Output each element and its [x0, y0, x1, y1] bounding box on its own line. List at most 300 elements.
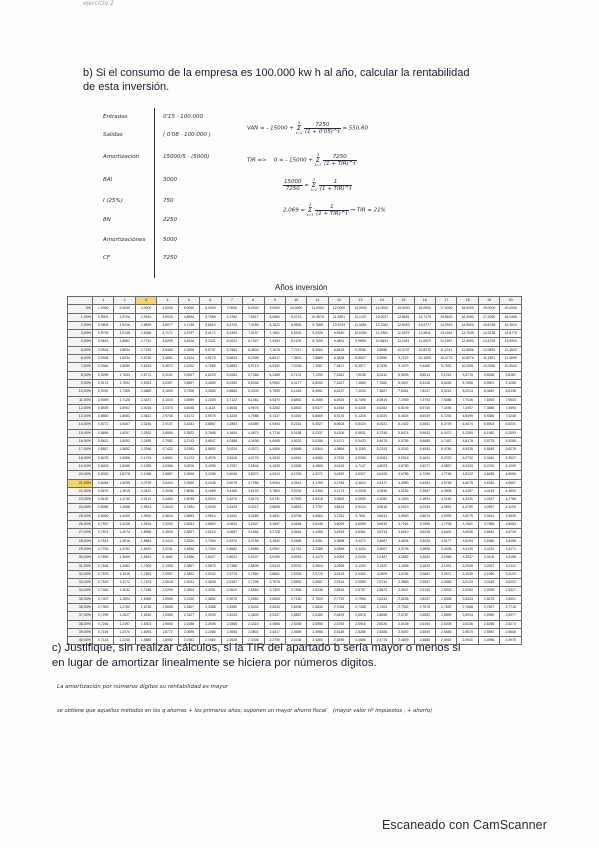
table-cell: 3,7757 — [307, 504, 328, 512]
table-cell: 3,0133 — [328, 570, 349, 578]
table-cell: 3,0997 — [264, 545, 285, 553]
table-cell: 3,6959 — [178, 396, 199, 404]
table-cell: 0,7246 — [93, 620, 114, 628]
table-cell: 6,6282 — [371, 404, 392, 412]
table-cell: 2,7594 — [200, 537, 221, 545]
table-cell: 1,5656 — [114, 454, 135, 462]
table-cell: 1,9813 — [135, 504, 156, 512]
table-cell: 10,3676 — [307, 313, 328, 321]
table-cell: 0,9434 — [93, 355, 114, 363]
table-cell: 3,4272 — [350, 537, 371, 545]
table-cell: 4,5638 — [221, 404, 242, 412]
table-cell: 4,6560 — [307, 454, 328, 462]
table-cell: 4,1604 — [221, 429, 242, 437]
table-cell: 11,2551 — [328, 313, 349, 321]
table-row — [68, 379, 522, 387]
table-cell: 0,7353 — [93, 603, 114, 611]
table-cell: 2,5320 — [178, 537, 199, 545]
rate-cell: 10,00% — [68, 388, 93, 396]
table-cell: 2,9140 — [414, 587, 435, 595]
table-cell: 2,4689 — [285, 628, 306, 636]
table-cell: 5,3423 — [350, 438, 371, 446]
table-cell: 11,6896 — [457, 346, 478, 354]
table-row — [68, 545, 522, 553]
table-cell: 2,1399 — [135, 462, 156, 470]
table-cell: 1,2245 — [114, 637, 135, 645]
table-cell: 3,9539 — [500, 512, 522, 520]
table-cell: 3,6819 — [285, 504, 306, 512]
table-cell: 0,8696 — [93, 429, 114, 437]
table-cell: 12,5611 — [414, 330, 435, 338]
table-cell: 0,8475 — [93, 454, 114, 462]
numerator: 1 — [315, 204, 348, 211]
table-cell: 3,4098 — [200, 462, 221, 470]
table-cell: 10,1059 — [414, 355, 435, 363]
table-cell: 3,6046 — [221, 471, 242, 479]
table-cell: 12,4622 — [500, 346, 522, 354]
table-cell: 1,3461 — [114, 562, 135, 570]
table-cell: 3,9020 — [157, 313, 178, 321]
table-cell: 14,7179 — [414, 313, 435, 321]
table-cell: 2,6409 — [328, 612, 349, 620]
table-cell: 4,2627 — [478, 496, 499, 504]
table-cell: 2,8987 — [307, 579, 328, 587]
table-cell: 3,1272 — [178, 454, 199, 462]
table-cell: 9,3851 — [328, 338, 349, 346]
table-cell: 2,3801 — [243, 628, 264, 636]
table-cell: 2,7982 — [157, 438, 178, 446]
table-cell: 6,7327 — [243, 338, 264, 346]
table-cell: 7,7862 — [371, 379, 392, 387]
annuity-table — [67, 296, 522, 645]
year-header: 18 — [457, 297, 478, 305]
sum-symbol: Σ — [307, 206, 313, 214]
table-cell: 8,2014 — [457, 388, 478, 396]
table-cell: 4,2786 — [500, 496, 522, 504]
table-cell: 5,2161 — [285, 421, 306, 429]
table-cell: 2,4828 — [200, 579, 221, 587]
table-cell: 19,0000 — [478, 305, 499, 313]
table-cell: 10,6350 — [350, 330, 371, 338]
table-cell: 7,7217 — [285, 346, 306, 354]
table-cell: 2,8144 — [371, 595, 392, 603]
table-cell: 3,0833 — [221, 521, 242, 529]
table-cell: 4,3295 — [178, 346, 199, 354]
rate-cell: 37,00% — [68, 612, 93, 620]
row-label: Salidas — [103, 132, 123, 138]
table-cell: 5,0188 — [285, 429, 306, 437]
table-cell: 4,4392 — [328, 471, 349, 479]
table-cell: 3,4210 — [478, 545, 499, 553]
table-cell: 2,4356 — [178, 554, 199, 562]
table-cell: 2,4970 — [500, 637, 522, 645]
table-cell: 7,7016 — [457, 396, 478, 404]
table-cell: 1,5852 — [114, 446, 135, 454]
rate-cell: 0% — [68, 305, 93, 313]
table-row — [68, 479, 522, 487]
table-cell: 3,4976 — [200, 454, 221, 462]
van-equation — [247, 121, 368, 135]
table-cell: 2,6236 — [457, 620, 478, 628]
table-cell: 3,6400 — [436, 529, 457, 537]
table-cell: 1,7909 — [135, 562, 156, 570]
table-cell: 0,7194 — [93, 628, 114, 636]
table-cell: 7,4353 — [264, 338, 285, 346]
table-cell: 9,9856 — [350, 338, 371, 346]
table-cell: 2,9559 — [350, 579, 371, 587]
table-cell: 3,2008 — [457, 562, 478, 570]
table-cell: 0,8130 — [93, 496, 114, 504]
table-cell: 5,6502 — [285, 404, 306, 412]
table-cell: 6,1218 — [350, 413, 371, 421]
table-cell: 8,5436 — [436, 379, 457, 387]
numerator: 15000 — [284, 178, 302, 185]
table-cell: 3,8077 — [157, 321, 178, 329]
table-cell: 4,3553 — [200, 388, 221, 396]
table-cell: 4,9377 — [414, 462, 435, 470]
table-cell: 14,9920 — [457, 321, 478, 329]
table-cell: 2,4136 — [285, 637, 306, 645]
table-cell: 1,7663 — [135, 570, 156, 578]
table-cell: 4,7746 — [436, 471, 457, 479]
table-cell: 2,0000 — [114, 305, 135, 313]
table-cell: 0,7692 — [93, 554, 114, 562]
table-cell: 2,6730 — [135, 355, 156, 363]
table-cell: 7,3255 — [243, 321, 264, 329]
table-cell: 1,9704 — [114, 313, 135, 321]
year-header: 19 — [478, 297, 499, 305]
table-cell: 1,3032 — [114, 587, 135, 595]
row-label: BN — [103, 217, 111, 223]
table-cell: 2,0114 — [135, 496, 156, 504]
table-cell: 3,2859 — [328, 545, 349, 553]
table-cell: 5,6014 — [200, 321, 221, 329]
table-cell: 5,7864 — [221, 346, 242, 354]
table-cell: 4,0013 — [393, 504, 414, 512]
table-cell: 2,4869 — [135, 388, 156, 396]
table-cell: 2,9514 — [200, 512, 221, 520]
table-cell: 7,8393 — [478, 396, 499, 404]
table-row — [68, 321, 522, 329]
table-cell: 2,8539 — [243, 562, 264, 570]
table-cell: 2,4043 — [221, 612, 242, 620]
table-cell: 0,8850 — [93, 413, 114, 421]
table-cell: 7,9427 — [328, 363, 349, 371]
table-cell: 2,9776 — [307, 570, 328, 578]
table-cell: 5,0700 — [478, 462, 499, 470]
table-cell: 2,0957 — [157, 570, 178, 578]
table-cell: 0,9346 — [93, 363, 114, 371]
rate-cell: 30,00% — [68, 554, 93, 562]
table-cell: 3,4587 — [371, 537, 392, 545]
table-cell: 8,3064 — [307, 346, 328, 354]
table-cell: 6,8137 — [328, 388, 349, 396]
year-header: 9 — [264, 297, 285, 305]
rate-cell: 5,00% — [68, 346, 93, 354]
table-cell: 3,8083 — [500, 521, 522, 529]
table-cell: 3,0000 — [135, 305, 156, 313]
table-cell: 2,4830 — [178, 545, 199, 553]
table-cell: 3,9852 — [328, 496, 349, 504]
table-cell: 3,6059 — [328, 521, 349, 529]
table-cell: 2,6026 — [371, 620, 392, 628]
table-cell: 2,5771 — [135, 371, 156, 379]
table-cell: 2,5342 — [200, 570, 221, 578]
table-cell: 2,4849 — [243, 612, 264, 620]
table-cell: 7,1034 — [350, 388, 371, 396]
table-cell: 0,8000 — [93, 512, 114, 520]
table-cell: 2,2096 — [135, 446, 156, 454]
table-cell: 2,7403 — [371, 603, 392, 611]
table-cell: 4,1530 — [393, 496, 414, 504]
table-cell: 9,4466 — [414, 363, 435, 371]
table-cell: 11,4699 — [500, 355, 522, 363]
table-cell: 11,2741 — [436, 346, 457, 354]
table-cell: 8,0000 — [243, 305, 264, 313]
table-cell: 12,0000 — [328, 305, 349, 313]
table-cell: 4,7932 — [328, 454, 349, 462]
table-row — [68, 355, 522, 363]
rate-cell: 2,00% — [68, 321, 93, 329]
table-cell: 8,5595 — [393, 371, 414, 379]
table-cell: 3,2728 — [264, 529, 285, 537]
table-cell: 3,1129 — [500, 570, 522, 578]
table-cell: 3,9927 — [178, 371, 199, 379]
rate-cell: 27,00% — [68, 529, 93, 537]
table-cell: 4,4415 — [478, 487, 499, 495]
table-cell: 2,9906 — [178, 471, 199, 479]
rate-cell: 23,00% — [68, 496, 93, 504]
table-cell: 0,7143 — [93, 637, 114, 645]
table-cell: 3,7251 — [328, 512, 349, 520]
table-cell: 3,4631 — [264, 512, 285, 520]
table-cell: 3,9018 — [307, 496, 328, 504]
table-cell: 2,6834 — [307, 603, 328, 611]
table-cell: 2,7519 — [307, 595, 328, 603]
table-cell: 6,6231 — [500, 421, 522, 429]
table-cell: 2,5606 — [500, 628, 522, 636]
table-cell: 5,3527 — [500, 454, 522, 462]
table-cell: 3,9232 — [285, 487, 306, 495]
table-cell: 2,7000 — [200, 545, 221, 553]
table-cell: 3,1842 — [264, 537, 285, 545]
table-cell: 6,4624 — [393, 413, 414, 421]
table-cell: 3,3270 — [221, 496, 242, 504]
table-cell: 2,2459 — [135, 438, 156, 446]
table-cell: 1,7591 — [114, 379, 135, 387]
table-cell: 2,9304 — [285, 570, 306, 578]
table-cell: 1,8684 — [135, 537, 156, 545]
rate-cell: 4,00% — [68, 338, 93, 346]
table-cell: 9,7868 — [307, 321, 328, 329]
table-cell: 12,6593 — [457, 338, 478, 346]
year-header: 5 — [178, 297, 199, 305]
table-cell: 2,0618 — [157, 579, 178, 587]
table-cell: 3,5435 — [307, 521, 328, 529]
table-cell: 5,6869 — [307, 413, 328, 421]
table-cell: 6,4924 — [328, 396, 349, 404]
rate-cell: 8,00% — [68, 371, 93, 379]
table-cell: 4,9884 — [328, 446, 349, 454]
sum-top: 3 — [297, 121, 301, 125]
table-cell: 10,8378 — [414, 346, 435, 354]
divider-line — [154, 108, 155, 278]
table-cell: 2,8682 — [221, 545, 242, 553]
table-cell: 5,5370 — [264, 396, 285, 404]
rate-cell: 33,00% — [68, 579, 93, 587]
table-cell: 2,7718 — [500, 603, 522, 611]
table-cell: 5,0330 — [221, 379, 242, 387]
table-cell: 2,6775 — [221, 570, 242, 578]
year-header: 6 — [200, 297, 221, 305]
table-cell: 2,1807 — [178, 603, 199, 611]
table-cell: 6,9819 — [371, 396, 392, 404]
year-header: 15 — [393, 297, 414, 305]
table-cell: 7,8869 — [307, 355, 328, 363]
table-cell: 0,8264 — [93, 479, 114, 487]
tir-equation — [247, 153, 357, 167]
table-cell: 4,1002 — [178, 363, 199, 371]
table-cell: 5,2223 — [436, 454, 457, 462]
table-row — [68, 487, 522, 495]
factor-fraction — [315, 204, 348, 217]
table-cell: 6,0000 — [200, 305, 221, 313]
row-value: ( 0'08 · 100.000 ) — [163, 132, 211, 138]
table-cell: 5,2293 — [371, 446, 392, 454]
table-cell: 2,2628 — [221, 637, 242, 645]
table-cell: 3,3255 — [200, 471, 221, 479]
table-cell: 3,2067 — [478, 562, 499, 570]
table-row — [68, 529, 522, 537]
table-cell: 5,0757 — [200, 346, 221, 354]
table-cell: 6,7499 — [350, 396, 371, 404]
table-body — [68, 305, 522, 645]
sum-bottom: t=1 — [310, 188, 318, 192]
table-cell: 16,3983 — [457, 313, 478, 321]
table-cell: 2,5592 — [478, 628, 499, 636]
table-cell: 5,6685 — [414, 438, 435, 446]
table-cell: 9,1079 — [393, 363, 414, 371]
table-cell: 3,0087 — [221, 529, 242, 537]
table-cell: 3,3105 — [478, 554, 499, 562]
table-cell: 3,8593 — [393, 512, 414, 520]
table-cell: 2,8757 — [350, 587, 371, 595]
table-cell: 6,5504 — [478, 421, 499, 429]
table-cell: 6,2593 — [500, 429, 522, 437]
table-cell: 8,8514 — [414, 371, 435, 379]
table-cell: 0,8333 — [93, 471, 114, 479]
table-cell: 20,0000 — [500, 305, 522, 313]
table-cell: 9,6036 — [478, 371, 499, 379]
table-cell: 1,8492 — [157, 637, 178, 645]
table-cell: 4,2431 — [457, 496, 478, 504]
table-cell: 3,9124 — [350, 504, 371, 512]
table-cell: 4,4890 — [393, 479, 414, 487]
table-cell: 3,1781 — [285, 545, 306, 553]
table-cell: 3,5733 — [371, 529, 392, 537]
table-cell: 12,0853 — [478, 346, 499, 354]
table-cell: 6,7291 — [436, 413, 457, 421]
table-cell: 8,1622 — [264, 321, 285, 329]
rate-cell: 40,00% — [68, 637, 93, 645]
table-cell: 0,9091 — [93, 388, 114, 396]
table-cell: 2,1427 — [178, 612, 199, 620]
table-cell: 3,9054 — [264, 479, 285, 487]
table-cell: 3,2487 — [371, 554, 392, 562]
table-cell: 11,0000 — [307, 305, 328, 313]
table-cell: 1,4568 — [114, 504, 135, 512]
table-cell: 4,8023 — [371, 462, 392, 470]
table-cell: 13,8651 — [393, 313, 414, 321]
table-cell: 9,3719 — [457, 371, 478, 379]
table-cell: 2,8501 — [500, 595, 522, 603]
table-cell: 2,6206 — [436, 620, 457, 628]
table-cell: 2,1058 — [178, 620, 199, 628]
table-row — [68, 496, 522, 504]
table-cell: 1,6257 — [114, 429, 135, 437]
table-cell: 10,3356 — [478, 363, 499, 371]
table-cell: 2,5982 — [243, 595, 264, 603]
table-cell: 2,4483 — [157, 496, 178, 504]
table-cell: 1,9658 — [157, 603, 178, 611]
question-c — [52, 641, 552, 671]
table-cell: 2,9744 — [371, 579, 392, 587]
table-cell: 16,3514 — [500, 321, 522, 329]
year-header: 10 — [285, 297, 306, 305]
rate-cell: 38,00% — [68, 620, 93, 628]
table-row — [68, 338, 522, 346]
table-cell: 1,6467 — [114, 421, 135, 429]
sum-symbol: Σ — [311, 181, 317, 189]
table-cell: 10,3797 — [393, 346, 414, 354]
table-cell: 4,5797 — [178, 330, 199, 338]
table-cell: 0,9259 — [93, 371, 114, 379]
table-cell: 2,4315 — [243, 620, 264, 628]
denominator: (1 + 0'05)^t — [305, 128, 340, 135]
table-cell: 3,7908 — [178, 388, 199, 396]
table-header-row — [68, 297, 522, 305]
table-cell: 2,6959 — [478, 612, 499, 620]
table-cell: 3,1039 — [457, 570, 478, 578]
year-header: 1 — [93, 297, 114, 305]
table-cell: 2,6243 — [135, 363, 156, 371]
table-cell: 2,8443 — [457, 595, 478, 603]
table-cell: 3,3037 — [457, 554, 478, 562]
table-cell: 2,4866 — [264, 620, 285, 628]
table-cell: 3,5458 — [500, 537, 522, 545]
table-cell: 7,0236 — [285, 363, 306, 371]
row-label: BAI — [103, 177, 113, 183]
table-cell: 2,6351 — [178, 521, 199, 529]
table-cell: 5,1624 — [414, 454, 435, 462]
table-cell: 1,0000 — [93, 305, 114, 313]
table-cell: 2,7860 — [243, 570, 264, 578]
table-cell: 0,7813 — [93, 537, 114, 545]
table-cell: 3,2832 — [414, 554, 435, 562]
table-cell: 7,3667 — [371, 388, 392, 396]
table-cell: 3,3522 — [178, 429, 199, 437]
table-cell: 3,2682 — [393, 554, 414, 562]
table-row — [68, 421, 522, 429]
year-header: 7 — [221, 297, 242, 305]
table-cell: 1,9355 — [157, 612, 178, 620]
table-cell: 3,7256 — [243, 479, 264, 487]
numerator: 7250 — [323, 154, 356, 161]
table-cell: 5,8424 — [350, 421, 371, 429]
table-cell: 3,2423 — [221, 504, 242, 512]
table-cell: 3,9544 — [243, 462, 264, 470]
table-cell: 1,7188 — [135, 587, 156, 595]
